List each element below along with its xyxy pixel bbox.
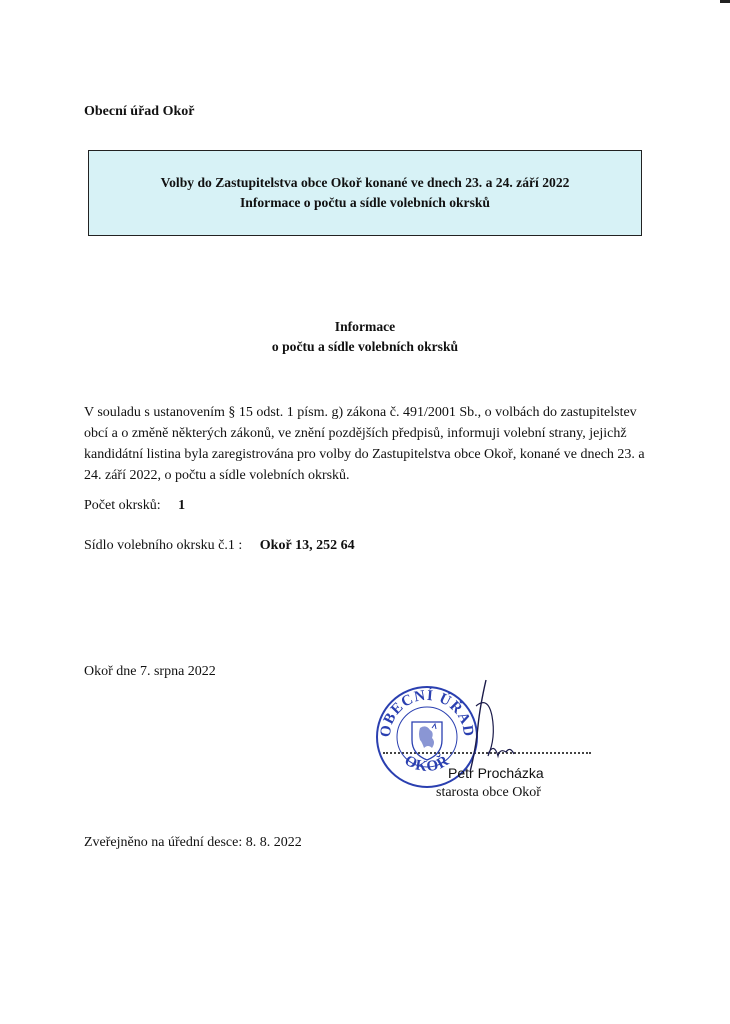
- section-heading: [0, 317, 730, 357]
- banner-subtitle: Informace o počtu a sídle volebních okrsků: [240, 195, 490, 210]
- district-count-label: Počet okrsků:: [84, 498, 161, 513]
- signer-role: starosta obce Okoř: [436, 785, 541, 800]
- district-seat-value: Okoř 13, 252 64: [259, 538, 355, 553]
- heading-line-1: Informace: [334, 319, 396, 334]
- district-seat: [84, 538, 355, 554]
- handwritten-signature-icon: [430, 676, 540, 776]
- title-banner: [88, 150, 642, 236]
- body-paragraph: V souladu s ustanovením § 15 odst. 1 písm. g) zákona č. 491/2001 Sb., o volbách do zastupitelstev obcí a o změně některých zákonů, ve znění pozdějších předpisů, informuji volební strany, jejichž kandidátní listina byla zaregistrována pro volby do Zastupitelstva obce Okoř, konané ve dnech 23. a 24. září 2022, o počtu a sídle volebních okrsků.: [84, 405, 645, 483]
- heading-line-2: o počtu a sídle volebních okrsků: [271, 339, 459, 354]
- stamp-bottom-text: OKOŘ: [401, 752, 453, 776]
- office-name: Obecní úřad Okoř: [84, 104, 195, 119]
- district-count-value: 1: [178, 498, 186, 513]
- banner-title: Volby do Zastupitelstva obce Okoř konané ve dnech 23. a 24. září 2022: [160, 175, 570, 190]
- signer-name: Petr Procházka: [448, 765, 544, 781]
- district-seat-label: Sídlo volebního okrsku č.1 :: [84, 538, 243, 553]
- date-line: Okoř dne 7. srpna 2022: [84, 664, 216, 679]
- posting-date: Zveřejněno na úřední desce: 8. 8. 2022: [84, 835, 302, 850]
- district-count: [84, 498, 185, 514]
- scan-edge-mark: [720, 0, 730, 3]
- stamp-top-text: OBECNÍ ÚŘAD: [377, 687, 477, 739]
